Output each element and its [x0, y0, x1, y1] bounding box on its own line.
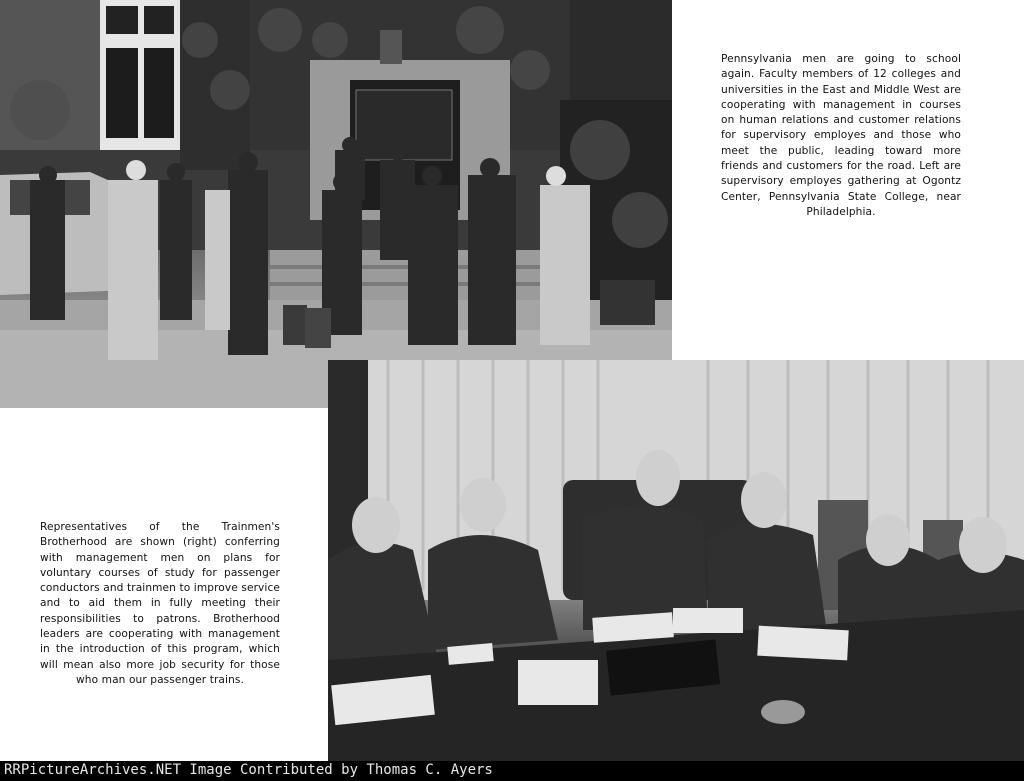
top-caption: Pennsylvania men are going to school again. Faculty members of 12 colleges and universities in the East and Middle West are cooperating with management in courses on human relations and customer relations for supervisory employes and those who meet the public, leading toward more friends and customers for the road. Left are supervisory employes gathering at Ogontz Center, Pennsylvania State College, near Philadelphia. — [721, 53, 961, 218]
photo-top-scene — [0, 0, 672, 408]
credit-text: RRPictureArchives.NET Image Contributed by Thomas C. Ayers — [4, 762, 493, 778]
credit-bar — [0, 761, 1024, 781]
photo-ogontz-center-gathering — [0, 0, 672, 408]
photo-bottom-scene — [328, 360, 1024, 761]
bottom-caption: Representatives of the Trainmen's Brotherhood are shown (right) conferring with management men on plans for voluntary courses of study for passenger conductors and trainmen to improve service and to aid them in fully meeting their responsibilities to patrons. Brotherhood leaders are cooperating with management in the introduction of this program, which will mean also more job security for those who man our passenger trains. — [40, 521, 280, 686]
photo-trainmen-conference — [328, 360, 1024, 761]
